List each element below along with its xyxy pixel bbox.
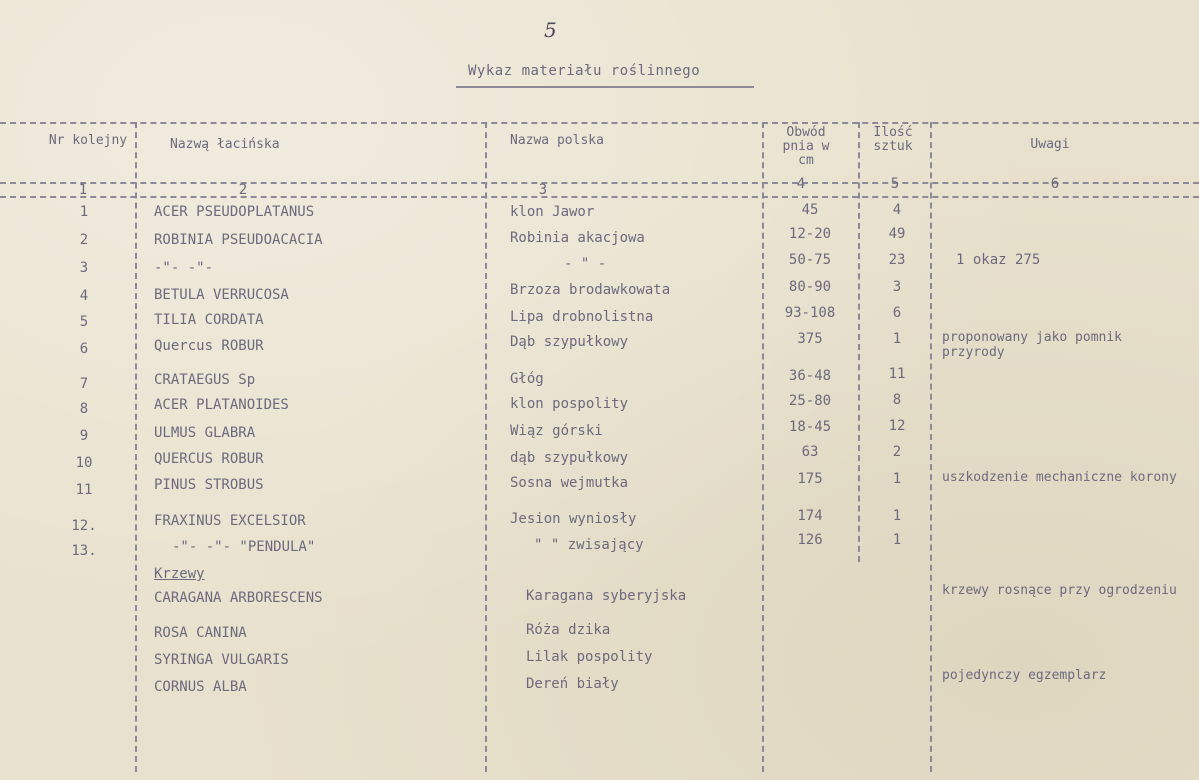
polish-name: - " - <box>564 256 607 272</box>
remarks: krzewy rosnące przy ogrodzeniu <box>942 583 1177 598</box>
remarks: 1 okaz 275 <box>956 252 1041 268</box>
quantity: 8 <box>892 392 902 408</box>
trunk-girth: 50-75 <box>788 252 832 268</box>
latin-name: BETULA VERRUCOSA <box>154 287 289 303</box>
latin-name: CARAGANA ARBORESCENS <box>154 590 323 606</box>
polish-name: " " zwisający <box>534 537 644 553</box>
quantity: 49 <box>888 226 906 242</box>
table-top-rule <box>0 122 1199 124</box>
polish-name: Robinia akacjowa <box>510 230 645 246</box>
quantity: 2 <box>892 444 902 460</box>
latin-name: QUERCUS ROBUR <box>154 451 264 467</box>
header-latin-name: Nazwą łacińska <box>170 137 280 152</box>
trunk-girth: 36-48 <box>788 368 832 384</box>
trunk-girth: 18-45 <box>788 419 832 435</box>
row-number: 12. <box>71 518 97 534</box>
column-number: 5 <box>890 176 900 192</box>
polish-name: Dereń biały <box>526 676 619 692</box>
polish-name: Jesion wyniosły <box>510 511 637 527</box>
trunk-girth: 174 <box>797 508 823 524</box>
polish-name: Sosna wejmutka <box>510 475 629 491</box>
quantity: 23 <box>888 252 906 268</box>
row-number: 3 <box>79 260 89 276</box>
header-nr: Nr kolejny <box>48 133 128 148</box>
polish-name: Głóg <box>510 371 544 387</box>
remarks: proponowany jako pomnik przyrody <box>942 330 1123 360</box>
latin-name: -"- -"- "PENDULA" <box>172 539 316 555</box>
document-title: Wykaz materiału roślinnego <box>468 63 701 79</box>
column-divider <box>858 122 860 562</box>
column-number: 6 <box>1050 176 1060 192</box>
polish-name: Brzoza brodawkowata <box>510 282 671 298</box>
polish-name: Karagana syberyjska <box>526 588 687 604</box>
quantity: 3 <box>892 279 902 295</box>
trunk-girth: 175 <box>797 471 823 487</box>
row-number: 11 <box>75 482 93 498</box>
header-trunk-girth: Obwód pnia w cm <box>782 125 830 168</box>
column-divider <box>762 122 764 772</box>
column-number-rule <box>0 196 1199 198</box>
quantity: 6 <box>892 305 902 321</box>
latin-name: FRAXINUS EXCELSIOR <box>154 513 306 529</box>
header-quantity: Ilość sztuk <box>873 125 913 154</box>
polish-name: Dąb szypułkowy <box>510 334 629 350</box>
quantity: 1 <box>892 508 902 524</box>
trunk-girth: 80-90 <box>788 279 832 295</box>
polish-name: Wiąz górski <box>510 423 603 439</box>
column-number: 4 <box>796 176 806 192</box>
remarks: pojedynczy egzemplarz <box>942 668 1107 683</box>
header-bottom-rule <box>0 182 1199 184</box>
column-divider <box>485 122 487 772</box>
row-number: 7 <box>79 376 89 392</box>
trunk-girth: 375 <box>797 331 823 347</box>
quantity: 4 <box>892 202 902 218</box>
polish-name: klon Jawor <box>510 204 595 220</box>
page-number: 5 <box>544 18 558 42</box>
row-number: 9 <box>79 428 89 444</box>
trunk-girth: 63 <box>801 444 819 460</box>
header-polish-name: Nazwa polska <box>510 133 604 148</box>
row-number: 4 <box>79 288 89 304</box>
quantity: 1 <box>892 532 902 548</box>
column-divider <box>135 122 137 772</box>
row-number: 10 <box>75 455 93 471</box>
header-remarks: Uwagi <box>1030 137 1070 152</box>
quantity: 12 <box>888 418 906 434</box>
polish-name: dąb szypułkowy <box>510 450 629 466</box>
row-number: 13. <box>71 543 97 559</box>
quantity: 11 <box>888 366 906 382</box>
trunk-girth: 45 <box>801 202 819 218</box>
latin-name: ULMUS GLABRA <box>154 425 256 441</box>
polish-name: Lipa drobnolistna <box>510 309 654 325</box>
trunk-girth: 93-108 <box>784 305 836 321</box>
column-number: 1 <box>78 182 88 198</box>
latin-name: ROBINIA PSEUDOACACIA <box>154 232 323 248</box>
polish-name: klon pospolity <box>510 396 629 412</box>
latin-name: TILIA CORDATA <box>154 312 264 328</box>
row-number: 8 <box>79 401 89 417</box>
remarks: uszkodzenie mechaniczne korony <box>942 470 1177 485</box>
column-number: 3 <box>538 182 548 198</box>
latin-name: ROSA CANINA <box>154 625 247 641</box>
latin-name: ACER PSEUDOPLATANUS <box>154 204 315 220</box>
row-number: 2 <box>79 232 89 248</box>
row-number: 1 <box>79 204 89 220</box>
quantity: 1 <box>892 331 902 347</box>
latin-name: ACER PLATANOIDES <box>154 397 289 413</box>
row-number: 5 <box>79 314 89 330</box>
column-divider <box>930 122 932 772</box>
latin-name: SYRINGA VULGARIS <box>154 652 289 668</box>
trunk-girth: 12-20 <box>788 226 832 242</box>
trunk-girth: 126 <box>797 532 823 548</box>
trunk-girth: 25-80 <box>788 393 832 409</box>
latin-name: CRATAEGUS Sp <box>154 372 256 388</box>
latin-name: -"- -"- <box>154 260 214 276</box>
latin-name: CORNUS ALBA <box>154 679 247 695</box>
latin-name: PINUS STROBUS <box>154 477 264 493</box>
shrubs-heading: Krzewy <box>154 566 205 582</box>
title-underline <box>456 86 754 88</box>
column-number: 2 <box>238 182 248 198</box>
row-number: 6 <box>79 341 89 357</box>
latin-name: Quercus ROBUR <box>154 338 264 354</box>
polish-name: Lilak pospolity <box>526 649 653 665</box>
quantity: 1 <box>892 471 902 487</box>
polish-name: Róża dzika <box>526 622 611 638</box>
